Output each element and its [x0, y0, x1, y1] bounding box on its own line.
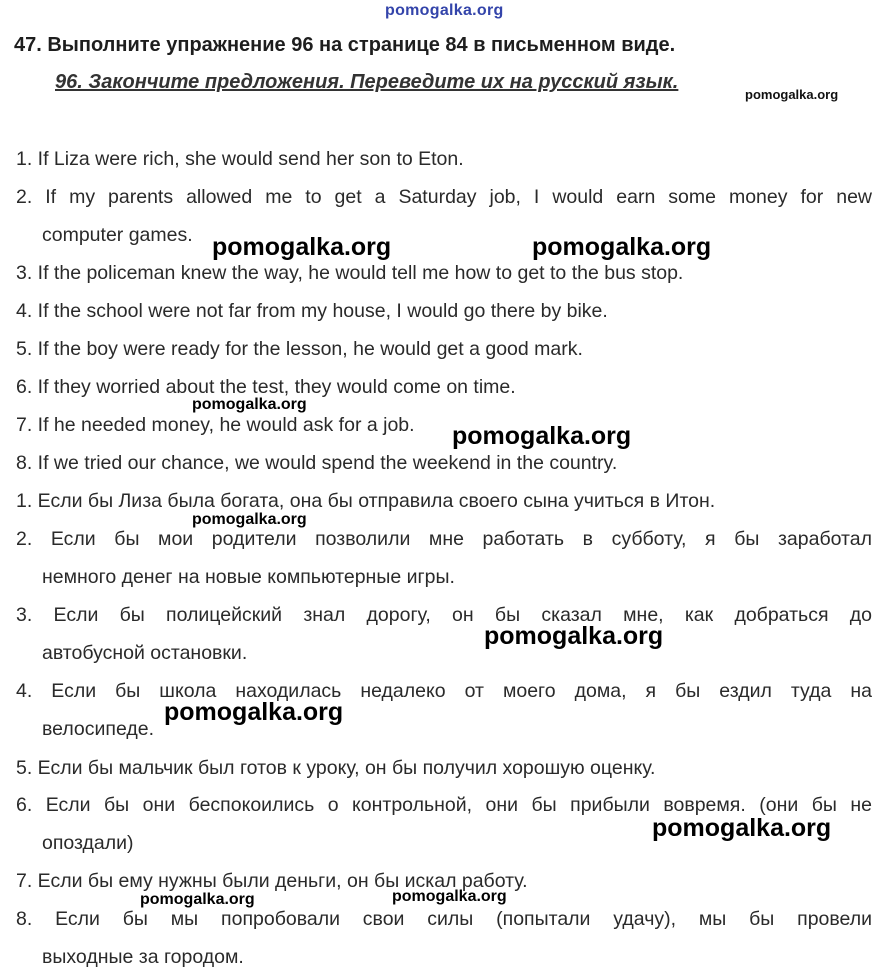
english-sentence-5: 5. If the boy were ready for the lesson, he would get a good mark. — [16, 338, 583, 360]
russian-sentence-8: 8. Если бы мы попробовали свои силы (попытали удачу), мы бы провели — [16, 908, 872, 930]
watermark: pomogalka.org — [192, 511, 307, 528]
exercise-subheading: 96. Закончите предложения. Переведите их на русский язык. — [55, 71, 679, 93]
russian-sentence-4-cont: велосипеде. — [42, 718, 155, 740]
russian-sentence-3-cont: автобусной остановки. — [42, 642, 248, 664]
russian-sentence-7: 7. Если бы ему нужны были деньги, он бы искал работу. — [16, 870, 528, 892]
watermark: pomogalka.org — [745, 87, 839, 102]
english-sentence-6: 6. If they worried about the test, they would come on time. — [16, 376, 516, 398]
english-sentence-8: 8. If we tried our chance, we would spend the weekend in the country. — [16, 452, 618, 474]
english-sentence-3: 3. If the policeman knew the way, he would tell me how to get to the bus stop. — [16, 262, 684, 284]
english-sentence-7: 7. If he needed money, he would ask for a job. — [16, 414, 415, 436]
watermark: pomogalka.org — [484, 622, 664, 650]
watermark: pomogalka.org — [532, 233, 712, 261]
russian-sentence-4: 4. Если бы школа находилась недалеко от моего дома, я бы ездил туда на — [16, 680, 872, 702]
watermark: pomogalka.org — [652, 814, 832, 842]
exercise-heading: 47. Выполните упражнение 96 на странице 84 в письменном виде. — [14, 34, 676, 56]
english-sentence-2: 2. If my parents allowed me to get a Saturday job, I would earn some money for new — [16, 186, 872, 208]
watermark: pomogalka.org — [452, 422, 632, 450]
watermark: pomogalka.org — [140, 891, 255, 908]
russian-sentence-8-cont: выходные за городом. — [42, 946, 244, 968]
russian-sentence-2-cont: немного денег на новые компьютерные игры. — [42, 566, 455, 588]
english-sentence-4: 4. If the school were not far from my house, I would go there by bike. — [16, 300, 608, 322]
russian-sentence-1: 1. Если бы Лиза была богата, она бы отправила своего сына учиться в Итон. — [16, 490, 716, 512]
russian-sentence-3: 3. Если бы полицейский знал дорогу, он бы сказал мне, как добраться до — [16, 604, 872, 626]
russian-sentence-6: 6. Если бы они беспокоились о контрольной, они бы прибыли вовремя. (они бы не — [16, 794, 872, 816]
russian-sentence-5: 5. Если бы мальчик был готов к уроку, он бы получил хорошую оценку. — [16, 757, 656, 779]
english-sentence-2-cont: computer games. — [42, 224, 193, 246]
russian-sentence-6-cont: опоздали) — [42, 832, 134, 854]
watermark-top[interactable]: pomogalka.org — [385, 2, 504, 19]
watermark: pomogalka.org — [212, 233, 392, 261]
watermark: pomogalka.org — [164, 698, 344, 726]
watermark: pomogalka.org — [192, 396, 307, 413]
english-sentence-1: 1. If Liza were rich, she would send her son to Eton. — [16, 148, 464, 170]
watermark: pomogalka.org — [392, 888, 507, 905]
russian-sentence-2: 2. Если бы мои родители позволили мне работать в субботу, я бы заработал — [16, 528, 872, 550]
